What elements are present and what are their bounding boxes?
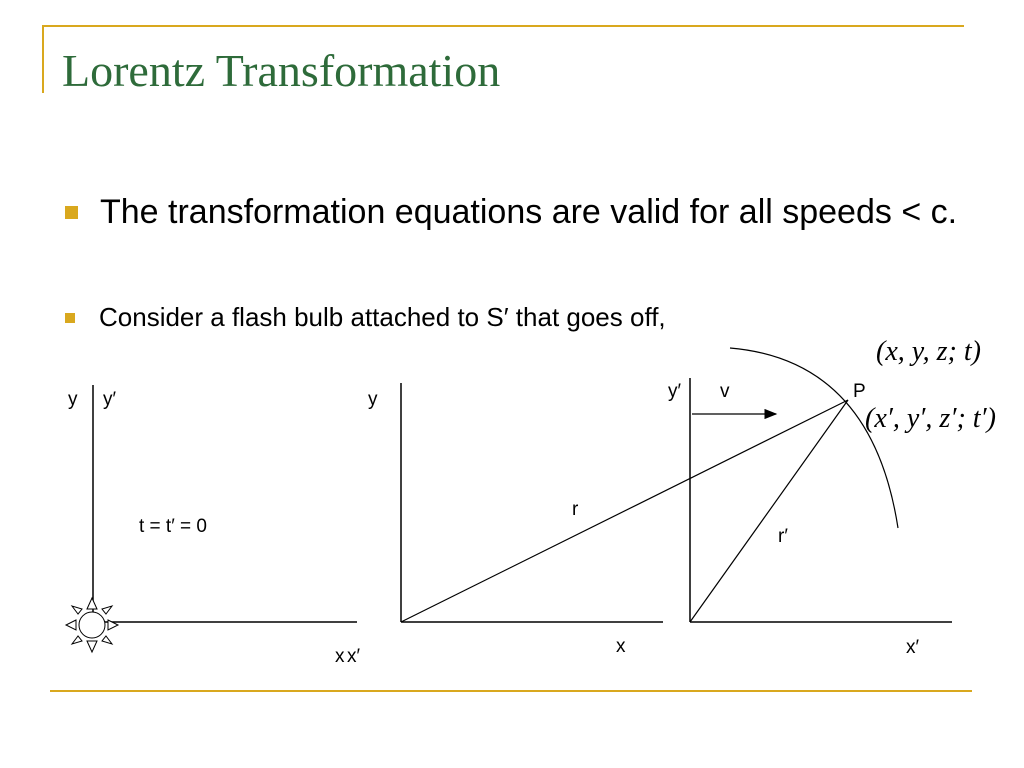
- frame3-yprime-label: y′: [668, 381, 682, 402]
- bullet-2-text: Consider a flash bulb attached to S′ that goes off,: [99, 302, 666, 332]
- r-label: r: [572, 499, 579, 520]
- frame2-y-label: y: [368, 389, 378, 410]
- frame2-x-label: x: [616, 636, 626, 657]
- bullet-1-text: The transformation equations are valid for all speeds < c.: [100, 193, 958, 231]
- v-label: v: [720, 381, 730, 402]
- event-s-coordinates: (x, y, z; t): [876, 336, 981, 367]
- r-vector-line: [401, 400, 848, 622]
- point-p-label: P: [853, 381, 866, 402]
- flash-bulb-icon: [66, 598, 118, 652]
- frame3-xprime-label: x′: [906, 637, 920, 658]
- rprime-vector-line: [690, 400, 848, 622]
- wavefront-arc: [730, 348, 898, 528]
- frame1-x-label: x: [335, 646, 345, 667]
- frame1-y-label: y: [68, 389, 78, 410]
- slide-title: Lorentz Transformation: [62, 45, 501, 96]
- frame1-time-label: t = t′ = 0: [139, 516, 207, 537]
- event-sprime-coordinates: (x′, y′, z′; t′): [865, 403, 997, 434]
- frame1-yprime-label: y′: [103, 389, 117, 410]
- rprime-label: r′: [778, 526, 788, 547]
- frame1-xprime-label: x′: [347, 646, 361, 667]
